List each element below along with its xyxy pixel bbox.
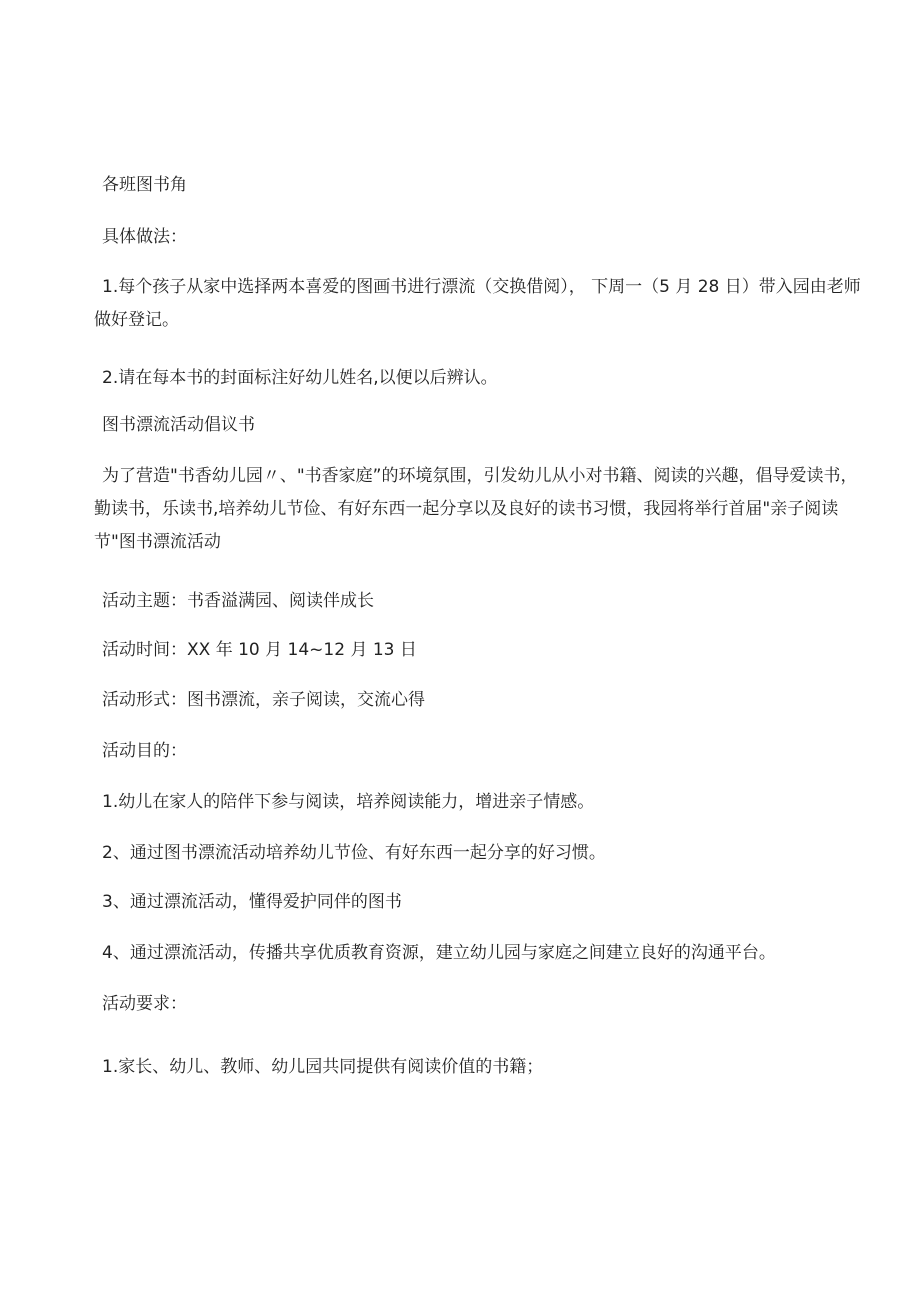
activity-theme: 活动主题：书香溢满园、阅读伴成长 xyxy=(102,591,374,611)
goal-1: 1.幼儿在家人的陪伴下参与阅读，培养阅读能力，增进亲子情感。 xyxy=(102,792,595,812)
paragraph-method-1: 1.每个孩子从家中选择两本喜爱的图画书进行漂流（交换借阅）， 下周一（5 月 28 日）带入园由老师做好登记。 xyxy=(94,277,861,330)
heading-proposal: 图书漂流活动倡议书 xyxy=(102,415,255,435)
heading-method: 具体做法： xyxy=(102,227,187,247)
requirement-1: 1.家长、幼儿、教师、幼儿园共同提供有阅读价值的书籍； xyxy=(102,1057,544,1077)
goal-3: 3、通过漂流活动，懂得爱护同伴的图书 xyxy=(102,892,402,912)
heading-activity-requirements: 活动要求： xyxy=(102,994,187,1014)
heading-class-book-corner: 各班图书角 xyxy=(102,175,187,195)
goal-2: 2、通过图书漂流活动培养幼儿节俭、有好东西一起分享的好习惯。 xyxy=(102,843,606,863)
paragraph-intro: 为了营造"书香幼儿园〃、"书香家庭”的环境氛围，引发幼儿从小对书籍、阅读的兴趣，倡导爱读书，勤读书，乐读书,培养幼儿节俭、有好东西一起分享以及良好的读书习惯，我园将举行首届"亲子阅读节"图书漂流活动 xyxy=(94,466,858,552)
paragraph-method-2: 2.请在每本书的封面标注好幼儿姓名,以便以后辨认。 xyxy=(102,368,498,388)
heading-activity-goals: 活动目的： xyxy=(102,741,187,761)
activity-form: 活动形式：图书漂流，亲子阅读，交流心得 xyxy=(102,690,425,710)
activity-time: 活动时间：XX 年 10 月 14~12 月 13 日 xyxy=(102,640,417,660)
goal-4: 4、通过漂流活动，传播共享优质教育资源，建立幼儿园与家庭之间建立良好的沟通平台。 xyxy=(102,943,776,963)
